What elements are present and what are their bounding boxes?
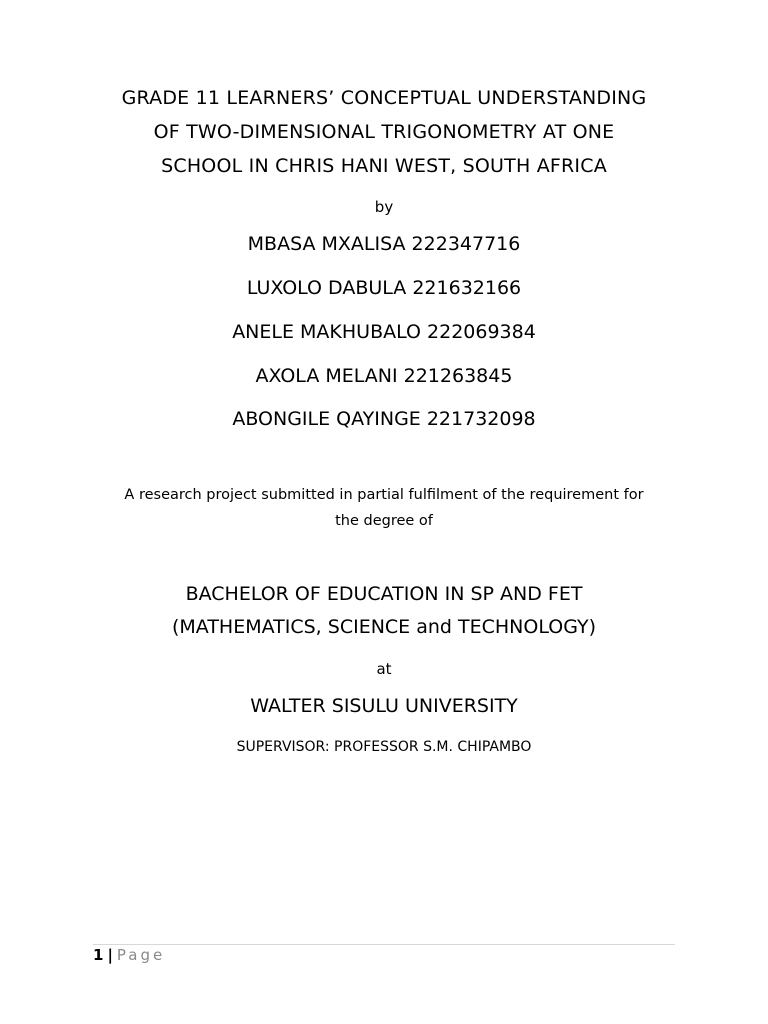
by-label: by: [374, 198, 394, 216]
footer-divider: [93, 944, 675, 945]
page-number: 1: [93, 946, 104, 964]
title-line-2: OF TWO-DIMENSIONAL TRIGONOMETRY AT ONE: [153, 121, 615, 143]
at-label: at: [376, 660, 392, 678]
author-2: LUXOLO DABULA 221632166: [246, 277, 522, 299]
degree-line-1: BACHELOR OF EDUCATION IN SP AND FET: [185, 583, 583, 605]
author-5: ABONGILE QAYINGE 221732098: [232, 408, 536, 430]
university-name: WALTER SISULU UNIVERSITY: [250, 695, 518, 717]
degree-line-2: (MATHEMATICS, SCIENCE and TECHNOLOGY): [172, 616, 596, 638]
author-3: ANELE MAKHUBALO 222069384: [232, 321, 536, 343]
author-1: MBASA MXALISA 222347716: [247, 233, 521, 255]
page-label: Page: [116, 946, 166, 964]
title-line-3: SCHOOL IN CHRIS HANI WEST, SOUTH AFRICA: [161, 155, 607, 177]
footer-separator: |: [107, 946, 113, 964]
page-footer: [93, 946, 165, 964]
statement-line-2: the degree of: [335, 513, 433, 529]
author-4: AXOLA MELANI 221263845: [255, 365, 513, 387]
title-line-1: GRADE 11 LEARNERS’ CONCEPTUAL UNDERSTANDING: [121, 87, 647, 109]
supervisor-line: SUPERVISOR: PROFESSOR S.M. CHIPAMBO: [236, 739, 532, 755]
statement-line-1: A research project submitted in partial fulfilment of the requirement for: [124, 487, 644, 503]
